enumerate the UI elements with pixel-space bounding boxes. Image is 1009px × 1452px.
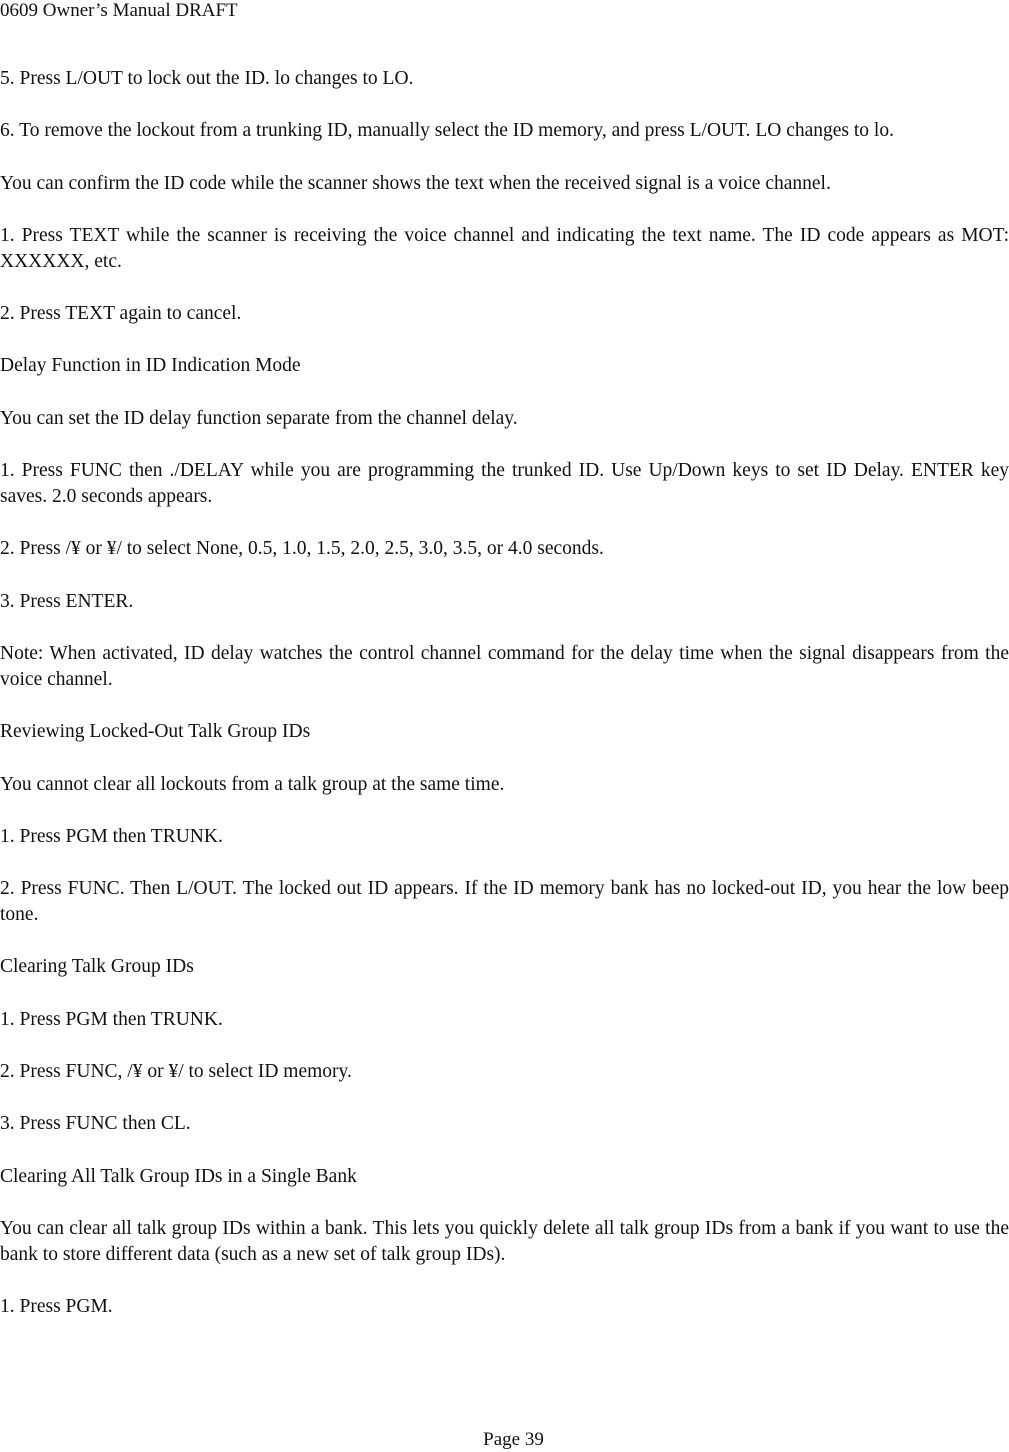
step-remove-lockout: 6. To remove the lockout from a trunking ID, manually select the ID memory, and press L/OUT. LO changes to lo. [0, 120, 894, 142]
step-press-enter: 3. Press ENTER. [0, 590, 134, 612]
paragraph-cannot-clear-lockouts: You cannot clear all lockouts from a talk group at the same time. [0, 773, 505, 795]
section-heading-clearing-talk-group: Clearing Talk Group IDs [0, 956, 194, 978]
step-press-func-delay: 1. Press FUNC then ./DELAY while you are programming the trunked ID. Use Up/Down keys to set ID Delay. ENTER key saves. 2.0 seconds appears. [0, 460, 1009, 508]
step-press-pgm-trunk: 1. Press PGM then TRUNK. [0, 825, 223, 847]
step-press-text-cancel: 2. Press TEXT again to cancel. [0, 303, 242, 325]
step-press-func-cl: 3. Press FUNC then CL. [0, 1113, 191, 1135]
section-heading-clearing-all-in-bank: Clearing All Talk Group IDs in a Single Bank [0, 1165, 357, 1187]
step-select-delay-value: 2. Press /¥ or ¥/ to select None, 0.5, 1.0, 1.5, 2.0, 2.5, 3.0, 3.5, or 4.0 seconds. [0, 538, 604, 560]
paragraph-clear-all-intro: You can clear all talk group IDs within a bank. This lets you quickly delete all talk group IDs from a bank if you want to use the bank to store different data (such as a new set of talk group IDs). [0, 1217, 1009, 1265]
step-lock-out-id: 5. Press L/OUT to lock out the ID. lo changes to LO. [0, 68, 414, 89]
step-press-pgm: 1. Press PGM. [0, 1296, 113, 1318]
paragraph-id-delay-intro: You can set the ID delay function separate from the channel delay. [0, 407, 518, 429]
step-press-text: 1. Press TEXT while the scanner is receiving the voice channel and indicating the text name. The ID code appears as MOT: XXXXXX, etc. [0, 224, 1009, 272]
step-press-func-lout: 2. Press FUNC. Then L/OUT. The locked out ID appears. If the ID memory bank has no locked-out ID, you hear the low beep tone. [0, 878, 1009, 926]
section-heading-reviewing-locked-out: Reviewing Locked-Out Talk Group IDs [0, 721, 311, 743]
step-select-id-memory: 2. Press FUNC, /¥ or ¥/ to select ID memory. [0, 1061, 352, 1083]
note-id-delay: Note: When activated, ID delay watches the control channel command for the delay time when the signal disappears from the voice channel. [0, 642, 1009, 690]
page-number: Page 39 [483, 1429, 544, 1450]
document-header: 0609 Owner’s Manual DRAFT [0, 0, 238, 21]
section-heading-delay-function: Delay Function in ID Indication Mode [0, 355, 301, 377]
paragraph-confirm-id-code: You can confirm the ID code while the scanner shows the text when the received signal is a voice channel. [0, 172, 831, 194]
document-body [0, 66, 1009, 1347]
step-press-pgm-trunk-2: 1. Press PGM then TRUNK. [0, 1008, 223, 1030]
